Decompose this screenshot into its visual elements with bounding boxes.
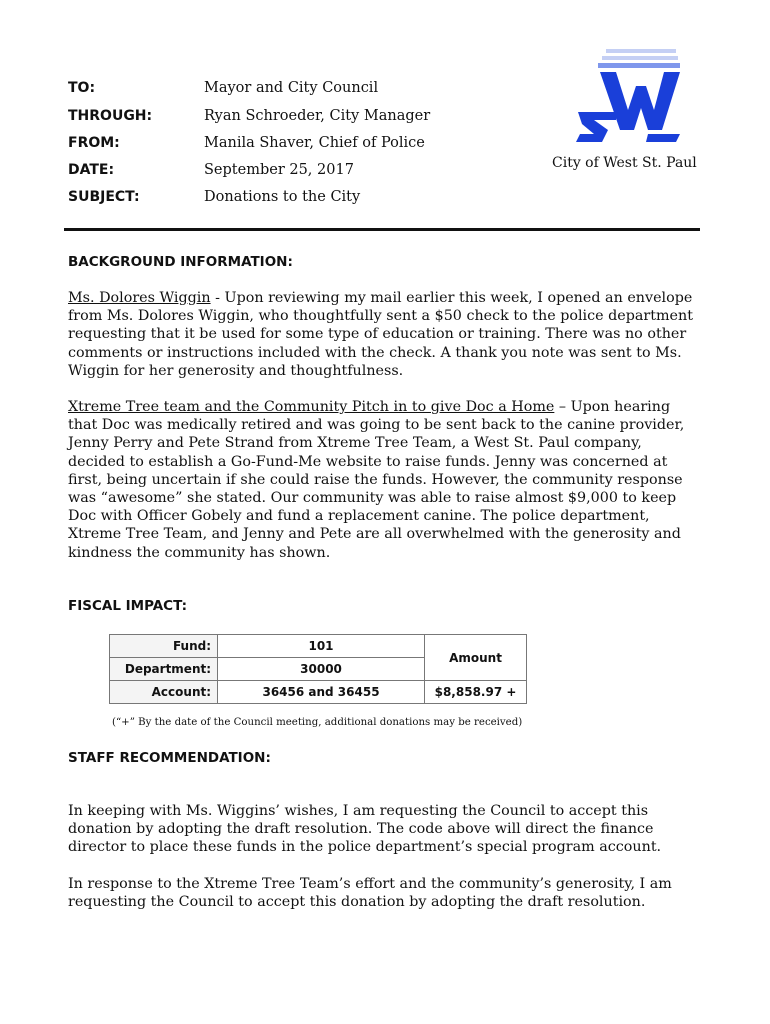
account-value: 36456 and 36455: [218, 681, 425, 704]
xtreme-line: was “awesome” she stated. Our community was able to raise almost $9,000 to keep: [68, 490, 677, 507]
through-label: THROUGH:: [68, 108, 153, 124]
fund-label: Fund:: [110, 635, 218, 658]
fund-value: 101: [218, 635, 425, 658]
through-value: Ryan Schroeder, City Manager: [204, 108, 431, 124]
staff-heading: STAFF RECOMMENDATION:: [68, 750, 271, 766]
xtreme-line: kindness the community has shown.: [68, 544, 331, 561]
xtreme-paragraph: [68, 398, 708, 562]
background-heading: BACKGROUND INFORMATION:: [68, 254, 293, 270]
subject-label: SUBJECT:: [68, 189, 140, 205]
from-label: FROM:: [68, 135, 120, 151]
amount-label: Amount: [425, 635, 527, 681]
date-label: DATE:: [68, 162, 115, 178]
to-label: TO:: [68, 80, 96, 96]
staff-line: requesting the Council to accept this donation by adopting the draft resolution.: [68, 894, 646, 911]
fiscal-heading: FISCAL IMPACT:: [68, 598, 187, 614]
xtreme-line: decided to establish a Go-Fund-Me website to raise funds. Jenny was concerned at: [68, 453, 668, 470]
xtreme-line: – Upon hearing: [554, 399, 671, 415]
xtreme-line: Jenny Perry and Pete Strand from Xtreme Tree Team, a West St. Paul company,: [68, 435, 642, 452]
staff-line: donation by adopting the draft resolution. The code above will direct the finance: [68, 821, 654, 838]
amount-value: $8,858.97 +: [425, 681, 527, 704]
wiggin-line: from Ms. Dolores Wiggin, who thoughtfully sent a $50 check to the police department: [68, 308, 693, 325]
wiggin-line: requesting that it be used for some type of education or training. There was no other: [68, 326, 687, 343]
wiggin-line: comments or instructions included with the check. A thank you note was sent to Ms.: [68, 344, 682, 361]
city-w-logo-icon: [576, 46, 688, 146]
fiscal-table: [109, 634, 527, 704]
staff-paragraph-2: [68, 875, 708, 911]
staff-line: In keeping with Ms. Wiggins’ wishes, I am requesting the Council to accept this: [68, 803, 649, 819]
from-value: Manila Shaver, Chief of Police: [204, 135, 425, 151]
subject-value: Donations to the City: [204, 189, 361, 205]
wiggin-title: Ms. Dolores Wiggin: [68, 290, 211, 306]
city-name: City of West St. Paul: [552, 155, 697, 171]
date-value: September 25, 2017: [204, 162, 354, 178]
department-value: 30000: [218, 658, 425, 681]
header-divider: [64, 228, 700, 231]
department-label: Department:: [110, 658, 218, 681]
xtreme-line: that Doc was medically retired and was going to be sent back to the canine provider,: [68, 417, 685, 434]
fiscal-note: (“+” By the date of the Council meeting, additional donations may be received): [112, 717, 523, 728]
staff-paragraph-1: [68, 802, 708, 857]
wiggin-line: Wiggin for her generosity and thoughtfulness.: [68, 362, 404, 379]
xtreme-line: Xtreme Tree Team, and Jenny and Pete are all overwhelmed with the generosity and: [68, 526, 681, 543]
to-value: Mayor and City Council: [204, 80, 379, 96]
xtreme-line: first, being uncertain if she could raise the funds. However, the community response: [68, 471, 683, 488]
xtreme-line: Doc with Officer Gobely and fund a replacement canine. The police department,: [68, 508, 650, 525]
wiggin-line: - Upon reviewing my mail earlier this week, I opened an envelope: [210, 290, 693, 306]
wiggin-paragraph: [68, 289, 708, 380]
xtreme-title: Xtreme Tree team and the Community Pitch in to give Doc a Home: [68, 399, 555, 415]
staff-line: In response to the Xtreme Tree Team’s effort and the community’s generosity, I am: [68, 876, 672, 892]
account-label: Account:: [110, 681, 218, 704]
staff-line: director to place these funds in the police department’s special program account.: [68, 839, 662, 856]
